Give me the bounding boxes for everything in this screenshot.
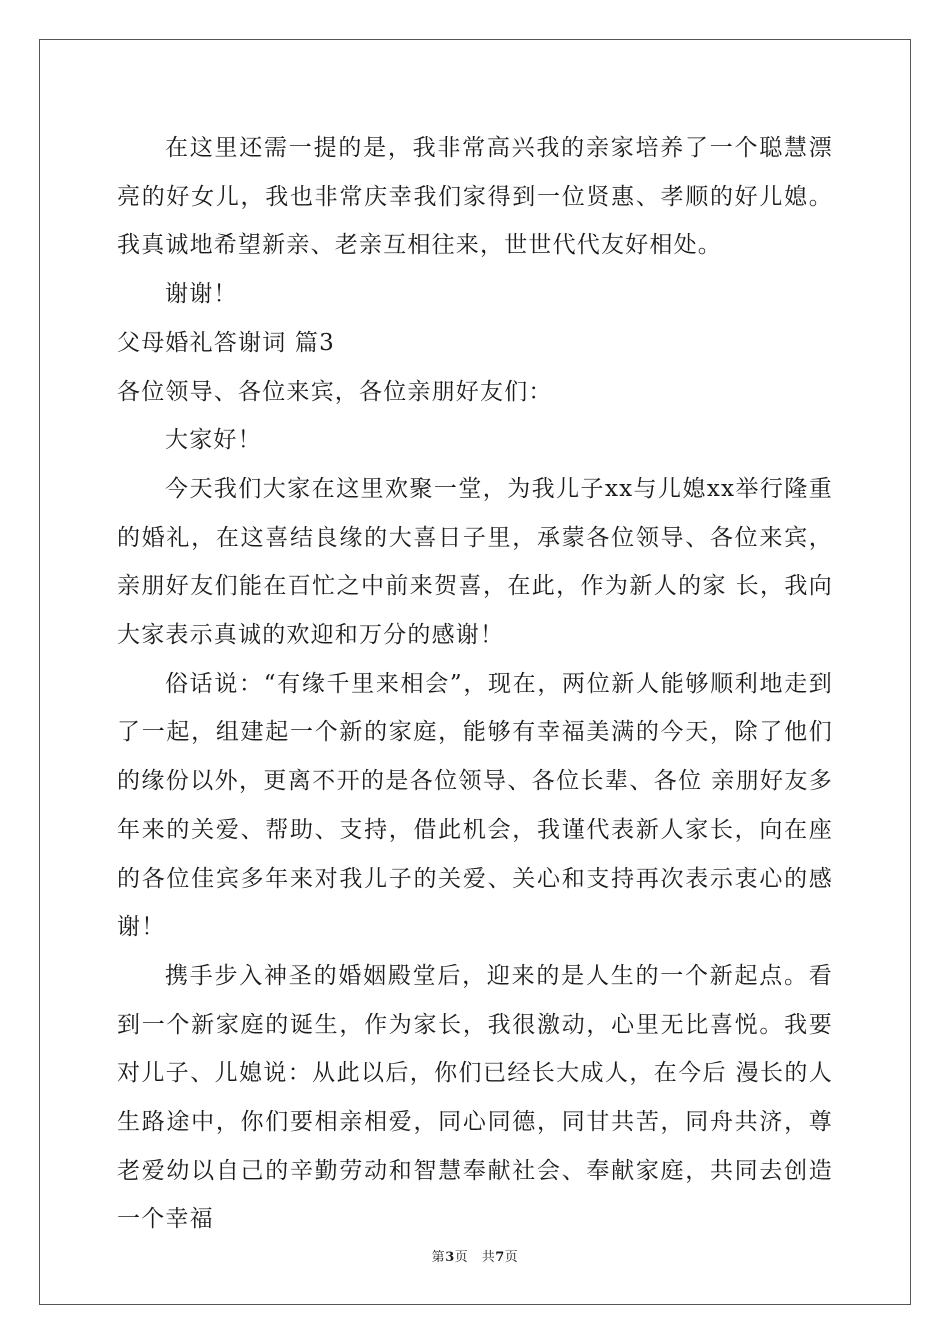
footer-page-number: 3 (445, 1250, 455, 1265)
page-footer (0, 1246, 950, 1265)
footer-page-mid: 页 共 (454, 1250, 496, 1265)
section-title: 父母婚礼答谢词 篇3 (117, 329, 335, 356)
paragraph-thanks: 谢谢！ (165, 281, 238, 308)
greeting: 大家好！ (165, 427, 262, 454)
paragraph-proverb: 俗话说：“有缘千里来相会”，现在，两位新人能够顺利地走到了一起，组建起一个新的家庭，能够有幸福美满的今天，除了他们的缘份以外，更离不开的是各位领导、各位长辈、各位 亲朋好友多年来的关爱、帮助、支持，借此机会，我谨代表新人家长，向在座的各位佳宾多年来对我儿子的关爱、关心和支持再次表示衷心的感谢！ (117, 670, 833, 941)
document-body (117, 124, 833, 1244)
salutation: 各位领导、各位来宾，各位亲朋好友们： (117, 378, 553, 405)
footer-page-suffix: 页 (504, 1250, 519, 1265)
paragraph-closing-remarks: 在这里还需一提的是，我非常高兴我的亲家培养了一个聪慧漂亮的好女儿，我也非常庆幸我们家得到一位贤惠、孝顺的好儿媳。我真诚地希望新亲、老亲互相往来，世世代代友好相处。 (117, 135, 833, 259)
paragraph-advice: 携手步入神圣的婚姻殿堂后，迎来的是人生的一个新起点。看到一个新家庭的诞生，作为家长，我很激动，心里无比喜悦。我要对儿子、儿媳说：从此以后，你们已经长大成人，在今后 漫长的人生路途中，你们要相亲相爱，同心同德，同甘共苦，同舟共济，尊老爱幼以自己的辛勤劳动和智慧奉献社会、奉献家庭，共同去创造一个幸福 (117, 962, 833, 1233)
footer-page-total: 7 (495, 1250, 505, 1265)
paragraph-welcome: 今天我们大家在这里欢聚一堂，为我儿子xx与儿媳xx举行隆重的婚礼，在这喜结良缘的大喜日子里，承蒙各位领导、各位来宾，亲朋好友们能在百忙之中前来贺喜，在此，作为新人的家 长，我向大家表示真诚的欢迎和万分的感谢！ (117, 475, 833, 649)
footer-page-prefix: 第 (431, 1250, 446, 1265)
